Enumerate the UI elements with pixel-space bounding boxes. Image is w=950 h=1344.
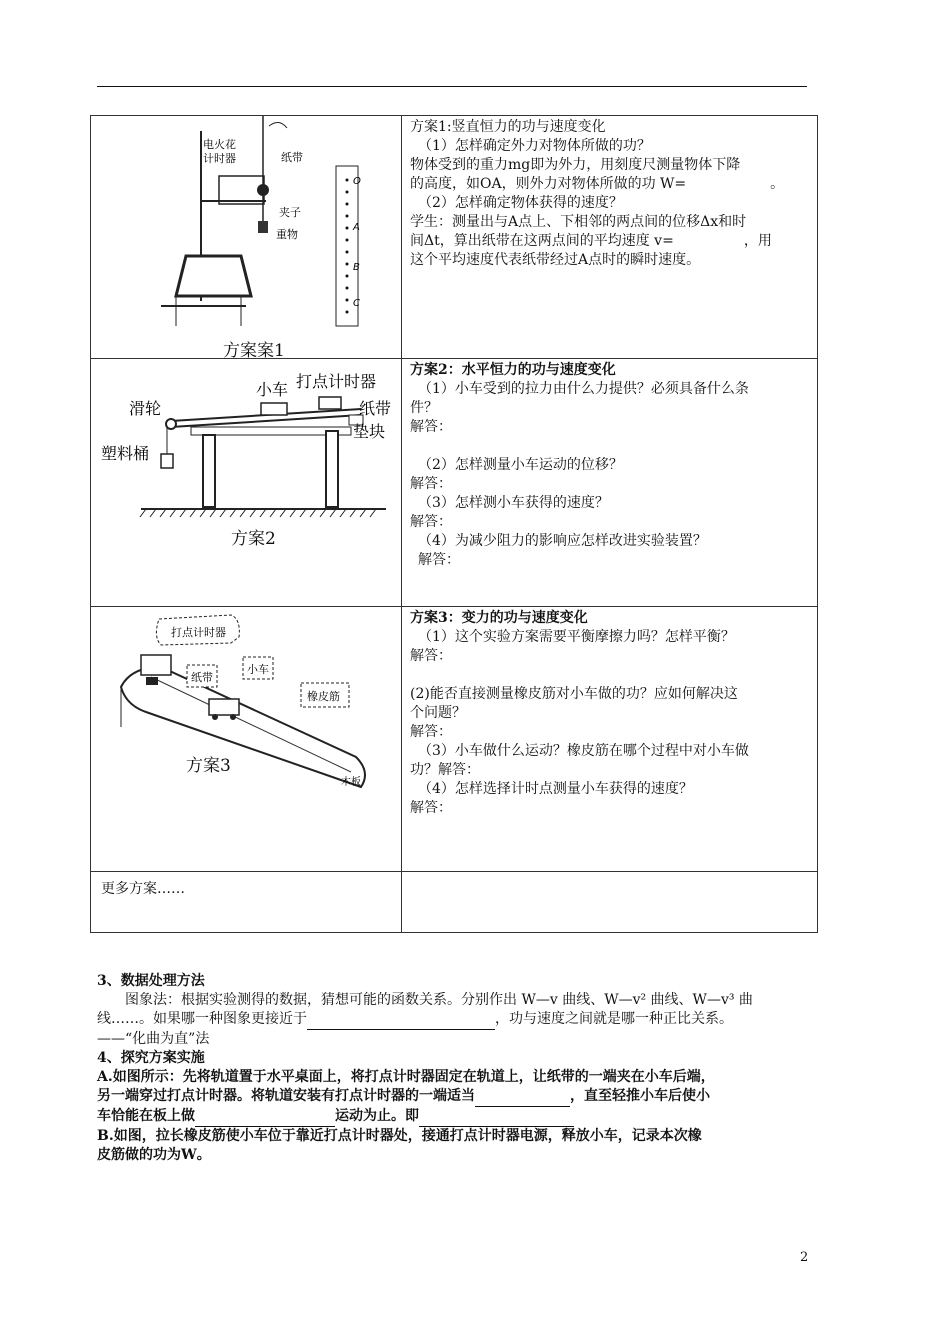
scheme3-line: （3）小车做什么运动？橡皮筋在哪个过程中对小车做 — [418, 743, 749, 759]
section3-line2b: ，功与速度之间就是哪一种正比关系。 — [495, 1011, 733, 1027]
header-rule — [97, 86, 807, 87]
scheme3-caption: 方案3 — [186, 756, 231, 776]
scheme3-title: 方案3：变力的功与速度变化 — [410, 610, 588, 626]
label-timer: 打点计时器 — [296, 372, 377, 391]
scheme2-line — [410, 437, 809, 456]
section4-b1: B.如图，拉长橡皮筋使小车位于靠近打点计时器处，接通打点计时器电源，释放小车，记录本次橡 — [97, 1128, 702, 1144]
more-schemes-answer — [402, 872, 818, 933]
scheme1-line: 的高度，如OA，则外力对物体所做的功 W= 。 — [410, 176, 785, 192]
scheme1-caption: 方案案1 — [223, 341, 285, 361]
label-pulley: 滑轮 — [129, 399, 162, 418]
section4-b2: 皮筋做的功为W。 — [97, 1147, 211, 1163]
section4-a2b: ，直至轻推小车后使小 — [570, 1088, 710, 1104]
label-tape: 纸带 — [191, 671, 213, 684]
scheme2-line: 解答： — [410, 514, 452, 530]
scheme3-line: (2)能否直接测量橡皮筋对小车做的功？应如何解决这 — [410, 686, 738, 702]
scheme3-line: 解答： — [410, 800, 452, 816]
section4-a3a: 车恰能在板上做 — [97, 1108, 195, 1124]
section-3 — [97, 972, 815, 1049]
meaning-blank[interactable] — [419, 1107, 574, 1127]
scheme3-line: （1）这个实验方案需要平衡摩擦力吗？怎样平衡？ — [418, 629, 735, 645]
section-4 — [97, 1049, 815, 1165]
point-C: C — [353, 298, 360, 309]
section4-a3b: 运动为止。即 — [335, 1108, 419, 1124]
label-timer: 打点计时器 — [171, 626, 226, 639]
scheme1-line: 物体受到的重力mg即为外力，用刻度尺测量物体下降 — [410, 157, 741, 173]
scheme3-line — [410, 666, 809, 685]
point-A: A — [353, 222, 360, 233]
scheme1-line: （2）怎样确定物体获得的速度？ — [418, 195, 623, 211]
page-number: 2 — [800, 1250, 809, 1265]
section3-line1: 图象法：根据实验测得的数据，猜想可能的函数关系。分别作出 W—v 曲线、W—v² 曲线、W—v³ 曲 — [125, 992, 753, 1008]
scheme1-text — [402, 116, 818, 359]
scheme1-line: 间Δt，算出纸带在这两点间的平均速度 v= ，用 — [410, 233, 772, 249]
schemes-table — [90, 115, 818, 933]
scheme3-line: 功？解答： — [410, 762, 480, 778]
raise-blank[interactable] — [475, 1087, 570, 1107]
more-schemes-cell — [91, 872, 402, 933]
scheme1-figure — [91, 116, 401, 359]
label-band: 橡皮筋 — [307, 690, 340, 703]
section4-a2a: 另一端穿过打点计时器。将轨道安装有打点计时器的一端适当 — [97, 1088, 475, 1104]
point-B: B — [353, 262, 360, 273]
more-schemes: 更多方案…… — [101, 881, 185, 897]
scheme2-line: 件？ — [410, 400, 438, 416]
scheme1-line: 这个平均速度代表纸带经过A点时的瞬时速度。 — [410, 252, 701, 268]
section4-a1: A.如图所示：先将轨道置于水平桌面上，将打点计时器固定在轨道上，让纸带的一端夹在小车后端， — [97, 1069, 715, 1085]
scheme2-line: 解答： — [418, 552, 460, 568]
label-block: 垫块 — [353, 422, 386, 441]
label-bucket: 塑料桶 — [101, 444, 150, 463]
point-O: O — [353, 176, 361, 187]
label-timer-a: 电火花 — [203, 138, 236, 151]
scheme2-line: （1）小车受到的拉力由什么力提供？必须具备什么条 — [418, 381, 749, 397]
scheme3-line: 个问题？ — [410, 705, 466, 721]
scheme3-text — [402, 607, 818, 872]
section4-heading: 4、探究方案实施 — [97, 1050, 205, 1066]
label-tape: 纸带 — [359, 399, 392, 418]
section4-a2 — [97, 1087, 815, 1107]
scheme2-caption: 方案2 — [231, 529, 276, 549]
scheme3-line: （4）怎样选择计时点测量小车获得的速度？ — [418, 781, 693, 797]
section3-heading: 3、数据处理方法 — [97, 973, 205, 989]
scheme2-line: 解答： — [410, 419, 452, 435]
scheme2-figure-cell — [91, 359, 402, 607]
label-cart: 小车 — [256, 380, 289, 399]
scheme1-line: 方案1:竖直恒力的功与速度变化 — [410, 119, 606, 135]
scheme1-figure-cell — [91, 116, 402, 359]
motion-blank[interactable] — [195, 1107, 335, 1127]
scheme2-line: 解答： — [410, 476, 452, 492]
section3-line2 — [97, 1010, 815, 1030]
section3-line3: ——“化曲为直”法 — [97, 1031, 210, 1047]
scheme2-line: （3）怎样测小车获得的速度？ — [418, 495, 609, 511]
scheme3-line: 解答： — [410, 724, 452, 740]
label-tape: 纸带 — [281, 151, 303, 164]
scheme3-line: 解答： — [410, 648, 452, 664]
scheme1-line: 学生：测量出与A点上、下相邻的两点间的位移Δx和时 — [410, 214, 747, 230]
label-clip: 夹子 — [279, 206, 301, 219]
label-timer-b: 计时器 — [203, 152, 236, 165]
label-cart: 小车 — [247, 663, 269, 676]
section3-line2a: 线……。如果哪一种图象更接近于 — [97, 1011, 307, 1027]
scheme2-line: （4）为减少阻力的影响应怎样改进实验装置？ — [418, 533, 707, 549]
scheme3-figure — [91, 607, 401, 807]
label-board: 木板 — [341, 777, 361, 788]
scheme2-title: 方案2：水平恒力的功与速度变化 — [410, 362, 616, 378]
scheme3-figure-cell — [91, 607, 402, 872]
scheme2-text — [402, 359, 818, 607]
scheme1-line: （1）怎样确定外力对物体所做的功？ — [418, 138, 651, 154]
section4-a3 — [97, 1107, 815, 1127]
scheme2-line: （2）怎样测量小车运动的位移？ — [418, 457, 623, 473]
label-weight: 重物 — [276, 228, 298, 241]
curve-blank[interactable] — [307, 1010, 495, 1030]
